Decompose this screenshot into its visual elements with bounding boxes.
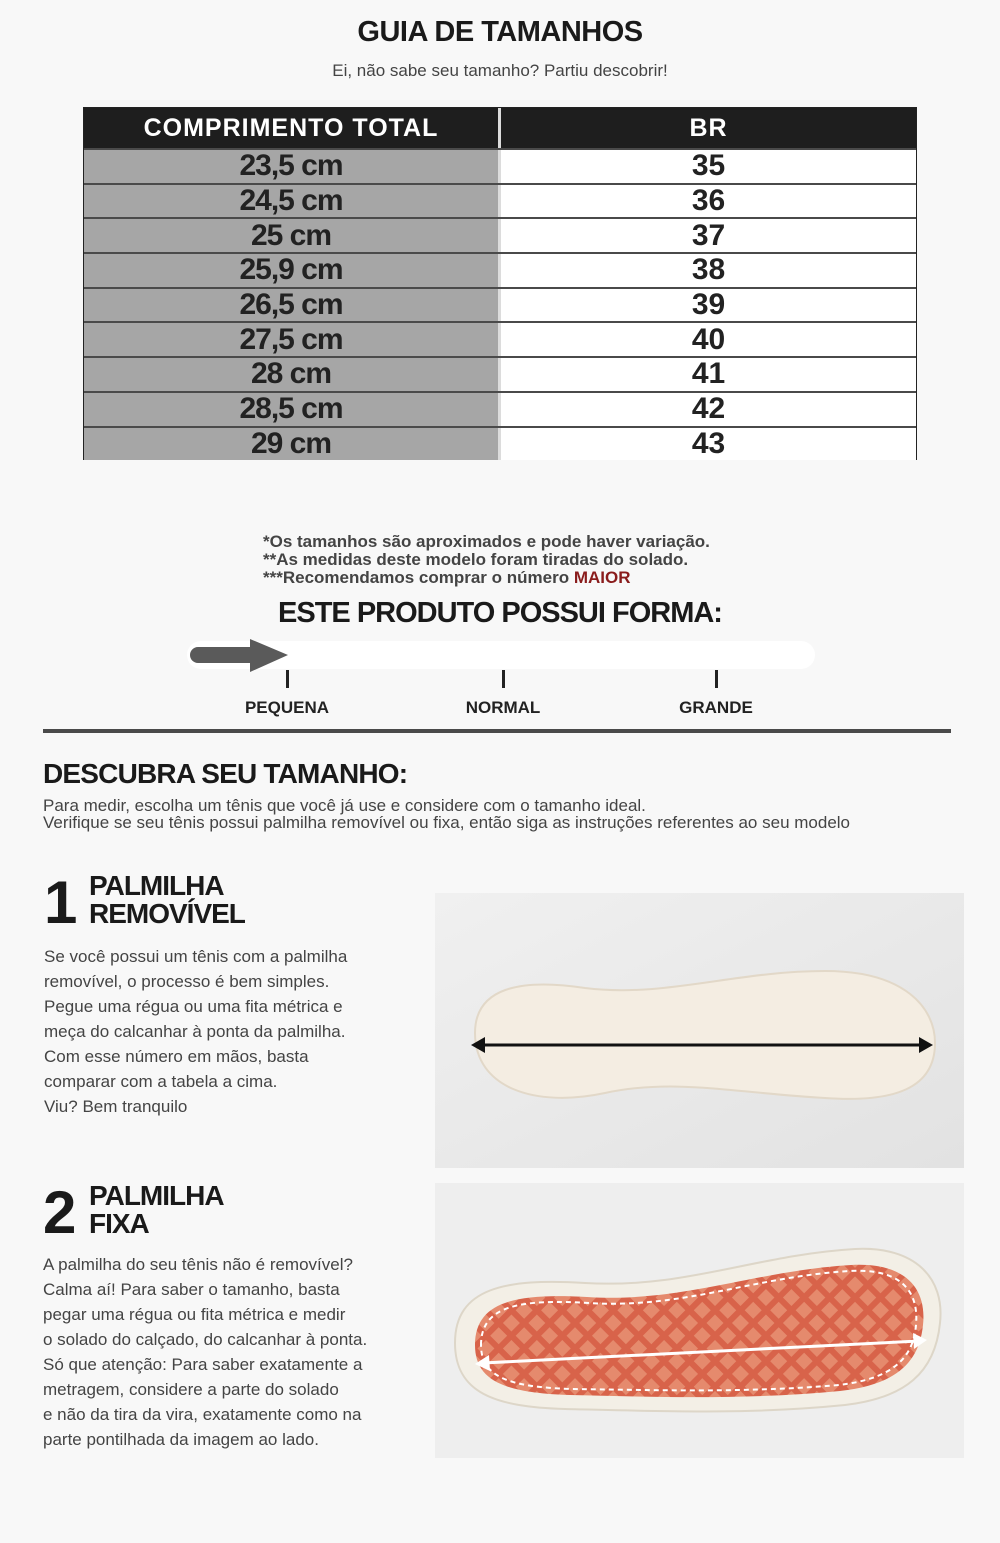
- step-1-heading-line-1: PALMILHA: [89, 870, 224, 901]
- removable-insole-image: [435, 893, 964, 1168]
- note-line-1: *Os tamanhos são aproximados e pode haver variação.: [263, 532, 710, 551]
- insole-shape: [475, 971, 935, 1099]
- note-line-3-text: ***Recomendamos comprar o número: [263, 568, 574, 587]
- step-1-line: removível, o processo é bem simples.: [44, 972, 330, 991]
- scale-tick-grande: [715, 670, 718, 688]
- br-cell: 38: [501, 254, 916, 287]
- step-2-text: [43, 1252, 367, 1452]
- scale-label-grande: GRANDE: [679, 698, 753, 717]
- step-1-line: Se você possui um tênis com a palmilha: [44, 947, 348, 966]
- length-cell: 27,5 cm: [84, 323, 501, 356]
- br-cell: 42: [501, 393, 916, 426]
- size-notes: [263, 533, 710, 587]
- step-2-line: parte pontilhada da imagem ao lado.: [43, 1430, 319, 1449]
- table-row: [84, 321, 916, 356]
- length-cell: 25,9 cm: [84, 254, 501, 287]
- step-1-line: Viu? Bem tranquilo: [44, 1097, 188, 1116]
- step-1-text: [44, 944, 347, 1119]
- step-2-number: 2: [43, 1179, 77, 1246]
- step-2-line: e não da tira da vira, exatamente como na: [43, 1405, 362, 1424]
- length-cell: 24,5 cm: [84, 185, 501, 218]
- page-title: GUIA DE TAMANHOS: [357, 16, 643, 48]
- column-header-length: COMPRIMENTO TOTAL: [84, 108, 501, 148]
- step-1-line: Com esse número em mãos, basta: [44, 1047, 309, 1066]
- section-divider: [43, 729, 951, 733]
- step-1-line: meça do calcanhar à ponta da palmilha.: [44, 1022, 346, 1041]
- br-cell: 43: [501, 428, 916, 461]
- step-2-line: o solado do calçado, do calcanhar à ponta.: [43, 1330, 368, 1349]
- step-2-line: Só que atenção: Para saber exatamente a: [43, 1355, 363, 1374]
- step-2-line: A palmilha do seu tênis não é removível?: [43, 1255, 353, 1274]
- scale-tick-pequena: [286, 670, 289, 688]
- note-highlight: MAIOR: [573, 568, 631, 587]
- step-1-line: Pegue uma régua ou uma fita métrica e: [44, 997, 343, 1016]
- table-row: [84, 426, 916, 461]
- br-cell: 41: [501, 358, 916, 391]
- length-cell: 25 cm: [84, 219, 501, 252]
- length-cell: 28,5 cm: [84, 393, 501, 426]
- step-2-heading-line-2: FIXA: [89, 1208, 149, 1239]
- note-line-3: [263, 569, 710, 587]
- table-row: [84, 391, 916, 426]
- length-cell: 29 cm: [84, 428, 501, 461]
- insole-illustration: [435, 893, 964, 1168]
- table-row: [84, 217, 916, 252]
- table-header: [84, 108, 916, 148]
- table-row: [84, 183, 916, 218]
- step-1-heading: [89, 872, 245, 928]
- step-2-heading-line-1: PALMILHA: [89, 1180, 224, 1211]
- descubra-text: [43, 797, 850, 831]
- br-cell: 40: [501, 323, 916, 356]
- step-2-line: Calma aí! Para saber o tamanho, basta: [43, 1280, 340, 1299]
- length-cell: 26,5 cm: [84, 289, 501, 322]
- scale-tick-normal: [502, 670, 505, 688]
- descubra-line-1: Para medir, escolha um tênis que você já use e considere com o tamanho ideal.: [43, 796, 646, 815]
- step-2-line: metragem, considere a parte do solado: [43, 1380, 339, 1399]
- fixed-insole-sole-image: [435, 1183, 964, 1458]
- scale-label-pequena: PEQUENA: [244, 698, 330, 717]
- table-row: [84, 252, 916, 287]
- step-2-line: pegar uma régua ou fita métrica e medir: [43, 1305, 346, 1324]
- sole-illustration: [435, 1183, 964, 1458]
- descubra-title: DESCUBRA SEU TAMANHO:: [43, 758, 408, 789]
- step-1-heading-line-2: REMOVÍVEL: [89, 898, 245, 929]
- descubra-line-2: Verifique se seu tênis possui palmilha removível ou fixa, então siga as instruções referentes ao seu modelo: [43, 813, 851, 832]
- step-1-line: comparar com a tabela a cima.: [44, 1072, 278, 1091]
- br-cell: 39: [501, 289, 916, 322]
- table-row: [84, 287, 916, 322]
- page-subtitle: Ei, não sabe seu tamanho? Partiu descobrir!: [332, 61, 668, 80]
- br-cell: 36: [501, 185, 916, 218]
- br-cell: 35: [501, 150, 916, 183]
- scale-label-normal: NORMAL: [465, 698, 541, 717]
- br-cell: 37: [501, 219, 916, 252]
- table-row: [84, 148, 916, 183]
- fit-title: ESTE PRODUTO POSSUI FORMA:: [278, 597, 722, 629]
- size-table: [83, 107, 917, 460]
- note-line-2: **As medidas deste modelo foram tiradas do solado.: [263, 550, 689, 569]
- step-1-number: 1: [44, 869, 78, 936]
- table-row: [84, 356, 916, 391]
- length-cell: 28 cm: [84, 358, 501, 391]
- arrow-right-icon: [188, 636, 298, 676]
- length-cell: 23,5 cm: [84, 150, 501, 183]
- column-header-br: BR: [689, 113, 728, 142]
- step-2-heading: [89, 1182, 224, 1238]
